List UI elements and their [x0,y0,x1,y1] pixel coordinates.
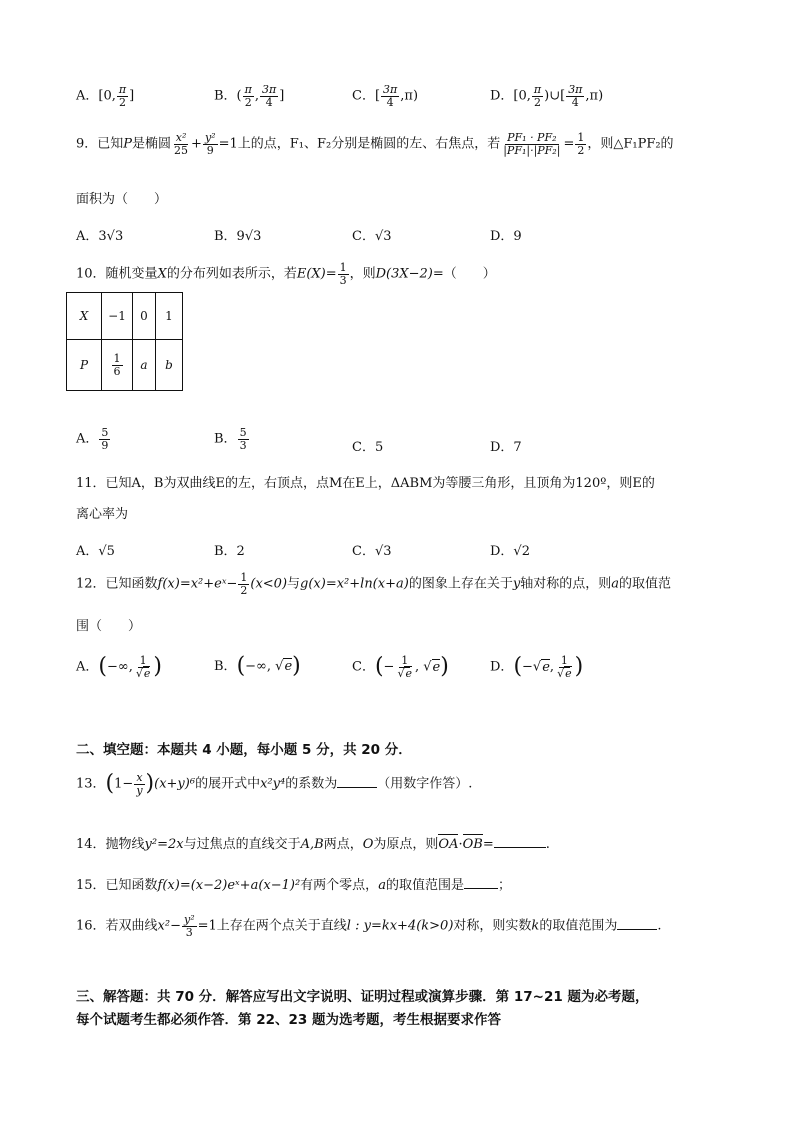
section-2-heading: 二、填空题：本题共 4 小题，每小题 5 分，共 20 分． [76,742,412,758]
q12-option-b: B．(−∞, √e) [214,653,301,679]
q8-option-c: C．[ $\frac{3\pi}{4}$ ,π) [352,83,419,109]
table-cell: P [67,340,102,391]
answer-blank [617,917,657,930]
question-13: 13．(1− $\frac{x}{y}$ )(x+y)⁶的展开式中x²y⁴的系数为 （用数字作答）. [76,771,473,797]
question-11: 11．已知A，B为双曲线E的左，右顶点，点M在E上，ΔABM为等腰三角形，且顶角为120º，则E的 [76,476,655,491]
question-12-line2: 围（ ） [76,619,142,634]
q10-option-d: D．7 [490,440,522,455]
table-cell: b [156,340,183,391]
table-cell: −1 [102,293,133,340]
question-11-line2: 离心率为 [76,507,129,522]
question-9-line2: 面积为（ ） [76,192,168,207]
answer-blank [464,876,498,889]
distribution-table [66,292,183,391]
q10-option-c: C．5 [352,440,384,455]
table-row [67,340,183,391]
table-cell: a [133,340,156,391]
table-cell: 0 [133,293,156,340]
table-row [67,293,183,340]
q11-option-d: D．√2 [490,544,530,559]
table-cell: X [67,293,102,340]
section-3-heading-line2: 每个试题考生都必须作答．第 22、23 题为选考题，考生根据要求作答 [76,1012,501,1028]
question-16: 16．若双曲线x²− $\frac{\text{y²}}{3}$ =1上存在两个点关于直线l : y=kx+4(k>0)对称，则实数k的取值范围为 . [76,913,662,939]
question-9: 9．已知P是椭圆 $\frac{\text{x²}}{25}$ + $\frac{\text{y²}}{9}$ =1上的点，F₁、F₂分别是椭圆的左、右焦点，若 $\frac{\text{PF₁ · PF₂}}{\text{|PF₁|·|PF₂|}}$ = $\frac{1}{2}$ ，则△F₁PF₂的 [76,131,674,157]
question-10: 10．随机变量X的分布列如表所示，若E(X)= $\frac{1}{3}$ ，则D(3X−2)=（ ） [76,261,496,287]
answer-blank [494,835,546,848]
section-3-heading-line1: 三、解答题：共 70 分．解答应写出文字说明、证明过程或演算步骤．第 17~21 题为必考题， [76,989,649,1005]
answer-blank [337,775,377,788]
question-12: 12．已知函数f(x)=x²+eˣ− $\frac{1}{2}$ (x<0)与g(x)=x²+ln(x+a)的图象上存在关于y轴对称的点，则a的取值范 [76,571,671,597]
q12-option-a: A．(−∞, $\frac{1}{√e}$ ) [76,654,162,680]
q9-option-b: B．9√3 [214,229,262,244]
q11-option-c: C．√3 [352,544,392,559]
q9-option-a: A．3√3 [76,229,124,244]
q8-option-d: D．[0, $\frac{\pi}{2}$ )∪[ $\frac{3\pi}{4}$ ,π) [490,83,604,109]
question-15: 15．已知函数f(x)=(x−2)eˣ+a(x−1)²有两个零点，a的取值范围是 ； [76,878,511,893]
q11-option-b: B．2 [214,544,245,559]
table-cell: 1 [156,293,183,340]
q12-option-c: C．(− $\frac{1}{√e}$ , √e) [352,654,449,680]
table-cell: $\frac{1}{6}$ [102,340,133,391]
q10-option-a: A． $\frac{5}{9}$ [76,426,109,452]
q8-option-b: B．( $\frac{\pi}{2}$ , $\frac{3\pi}{4}$ ] [214,83,285,109]
q9-option-c: C．√3 [352,229,392,244]
q10-option-b: B． $\frac{5}{3}$ [214,426,247,452]
q8-option-a: A．[0, $\frac{\pi}{2}$ ] [76,83,135,109]
q9-option-d: D．9 [490,229,522,244]
q11-option-a: A．√5 [76,544,115,559]
question-14: 14．抛物线y²=2x与过焦点的直线交于A,B两点，O为原点，则OA·OB= . [76,837,550,852]
q12-option-d: D．(−√e, $\frac{1}{√e}$ ) [490,654,584,680]
